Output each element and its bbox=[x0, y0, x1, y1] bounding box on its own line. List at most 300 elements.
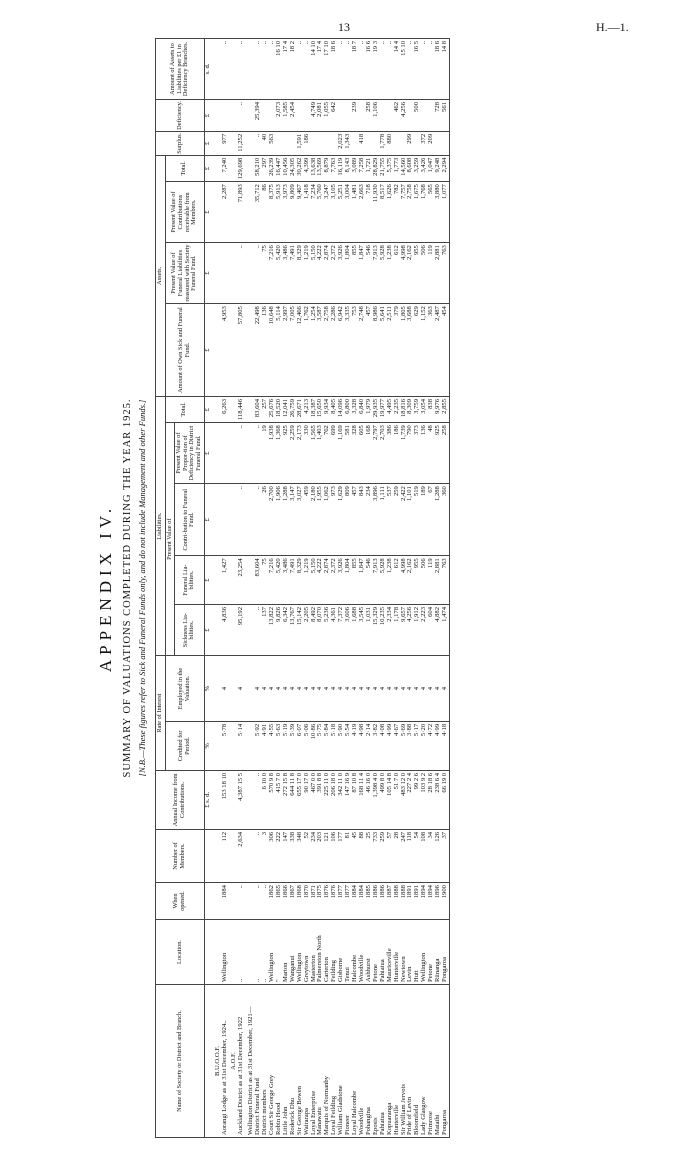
cell-name: Auckland District as at 31st December, 1922 bbox=[238, 985, 245, 1138]
cell-re: 4 bbox=[317, 656, 324, 722]
cell-sur: 209 bbox=[428, 131, 435, 155]
cell-rc: 4·55 bbox=[269, 721, 276, 770]
cell-location: Ashhurst bbox=[366, 920, 373, 985]
cell-re: 4 bbox=[421, 656, 428, 722]
cell-rc: 4·67 bbox=[394, 721, 401, 770]
cell-own: 454 bbox=[442, 304, 449, 397]
cell-rc: 4·99 bbox=[435, 721, 442, 770]
cell-pp: .. bbox=[380, 39, 387, 100]
cell-sur bbox=[311, 131, 318, 155]
cell-ta: 3,259 bbox=[414, 155, 421, 181]
cell-def: 239 bbox=[352, 100, 359, 132]
cell-ta: 16,119 bbox=[338, 155, 345, 181]
cell-location: Hunterville bbox=[394, 920, 401, 985]
cell-members: 177 bbox=[338, 829, 345, 882]
cell-pp: .. bbox=[338, 39, 345, 100]
cell-sick: 2,205 bbox=[304, 604, 311, 655]
cell-location: Marton bbox=[283, 920, 290, 985]
cell-name: District Funeral Fund bbox=[255, 985, 262, 1138]
rotated-table-page bbox=[90, 28, 700, 1148]
cell-opened: 1866 bbox=[283, 883, 290, 920]
cell-sick: 13,767 bbox=[290, 604, 297, 655]
cell-def: 2,073 bbox=[276, 100, 283, 132]
unit-pound: £ bbox=[204, 155, 211, 181]
cell-con: 1,062 bbox=[324, 484, 331, 556]
cell-income: 105 14 8 bbox=[387, 770, 394, 829]
cell-pp: 18 6 bbox=[435, 39, 442, 100]
cell-own: 1,762 bbox=[304, 304, 311, 397]
cell-ta: 297 bbox=[262, 155, 269, 181]
cell-re: 4 bbox=[222, 656, 229, 722]
cell-name: Robin Hood bbox=[276, 985, 283, 1138]
cell-fun: 546 bbox=[366, 556, 373, 605]
cell-dpv: 168 bbox=[366, 423, 373, 484]
cell-re: 4 bbox=[331, 656, 338, 722]
cell-fr bbox=[222, 243, 229, 304]
cell-fr: 1,847 bbox=[359, 243, 366, 304]
cell-pvc: 782 bbox=[394, 182, 401, 243]
cell-rc: 4·18 bbox=[442, 721, 449, 770]
cell-def bbox=[338, 100, 345, 132]
cell-location: Wellington bbox=[269, 920, 276, 985]
cell-def: 2,454 bbox=[290, 100, 297, 132]
cell-opened: .. bbox=[262, 883, 269, 920]
cell-ta: 7,763 bbox=[331, 155, 338, 181]
cell-fr: 2,874 bbox=[324, 243, 331, 304]
cell-name: Manawatu bbox=[317, 985, 324, 1138]
unit-pound: £ bbox=[204, 604, 211, 655]
col-rate-group: Rate of Interest bbox=[156, 656, 166, 771]
cell-pvc: 5,251 bbox=[338, 182, 345, 243]
cell-location: Mauriceville bbox=[387, 920, 394, 985]
cell-name: Loyal Enterprise bbox=[311, 985, 318, 1138]
unit-sd: s. d. bbox=[204, 39, 211, 100]
cell-pp: .. bbox=[421, 39, 428, 100]
cell-tl: 6,800 bbox=[345, 396, 352, 422]
cell-opened: .. bbox=[255, 883, 262, 920]
cell-rc: 5·20 bbox=[421, 721, 428, 770]
cell-income: 644 11 8 bbox=[290, 770, 297, 829]
cell-def: 728 bbox=[435, 100, 442, 132]
group-heading: A.O.F. bbox=[228, 985, 238, 1138]
cell-own: 10,648 bbox=[269, 304, 276, 397]
col-members: Number of Members. bbox=[156, 829, 205, 882]
cell-sick: 15,329 bbox=[373, 604, 380, 655]
cell-rc: 10·86 bbox=[311, 721, 318, 770]
cell-pvc: 5,760 bbox=[317, 182, 324, 243]
cell-fun: 955 bbox=[414, 556, 421, 605]
cell-con: 2,180 bbox=[311, 484, 318, 556]
col-per-pound: Amount of Assets to Liabilities per £1 in Deficiency Branches. bbox=[156, 39, 205, 100]
cell-con bbox=[222, 484, 229, 556]
cell-rc: 5·69 bbox=[401, 721, 408, 770]
col-funeral-liabilities: Funeral Lia-bilities. bbox=[175, 556, 204, 605]
cell-own: 5,641 bbox=[380, 304, 387, 397]
cell-con: 1,288 bbox=[435, 484, 442, 556]
cell-fun: 1,804 bbox=[345, 556, 352, 605]
cell-members: 121 bbox=[324, 829, 331, 882]
cell-def: 4,749 bbox=[311, 100, 318, 132]
cell-re: 4 bbox=[387, 656, 394, 722]
cell-pp: 16 10 bbox=[276, 39, 283, 100]
cell-fr: 763 bbox=[442, 243, 449, 304]
cell-rc: 5·54 bbox=[345, 721, 352, 770]
group-heading-row bbox=[228, 39, 238, 1138]
cell-opened: 1896 bbox=[435, 883, 442, 920]
cell-pp: .. bbox=[387, 39, 394, 100]
cell-def: .. bbox=[238, 100, 245, 132]
cell-own: 4,953 bbox=[222, 304, 229, 397]
cell-fun: 763 bbox=[442, 556, 449, 605]
cell-ta: 7,240 bbox=[222, 155, 229, 181]
cell-sur: 977 bbox=[222, 131, 229, 155]
cell-members: 259 bbox=[380, 829, 387, 882]
cell-members: 106 bbox=[331, 829, 338, 882]
cell-dpv: 2,797 bbox=[373, 423, 380, 484]
col-total-liabilities: Total. bbox=[165, 396, 204, 422]
cell-re: 4 bbox=[311, 656, 318, 722]
cell-tl: 6,263 bbox=[222, 396, 229, 422]
cell-ta: 3,089 bbox=[352, 155, 359, 181]
table-row bbox=[222, 39, 229, 1138]
group-heading-row bbox=[212, 39, 222, 1138]
cell-fun: 7,913 bbox=[373, 556, 380, 605]
cell-opened: 1888 bbox=[401, 883, 408, 920]
cell-sick: 10,235 bbox=[380, 604, 387, 655]
cell-sick: 1,031 bbox=[366, 604, 373, 655]
cell-pvc: 2,287 bbox=[222, 182, 229, 243]
cell-pvc: 1,418 bbox=[304, 182, 311, 243]
cell-name: Pohangina bbox=[366, 985, 373, 1138]
cell-location: Wellington bbox=[222, 920, 229, 985]
cell-tl: 1,979 bbox=[366, 396, 373, 422]
cell-fun: 2,372 bbox=[331, 556, 338, 605]
cell-name: Pride of Levin bbox=[407, 985, 414, 1138]
cell-dpv: 699 bbox=[331, 423, 338, 484]
cell-fun: 1,427 bbox=[222, 556, 229, 605]
cell-fr: 1,219 bbox=[304, 243, 311, 304]
cell-own: 2,487 bbox=[435, 304, 442, 397]
cell-rc: 5·63 bbox=[276, 721, 283, 770]
cell-sick: 8,492 bbox=[311, 604, 318, 655]
cell-tl: 3,328 bbox=[352, 396, 359, 422]
cell-fun: 3,486 bbox=[283, 556, 290, 605]
cell-pvc: 1,626 bbox=[387, 182, 394, 243]
cell-fr: 8,329 bbox=[297, 243, 304, 304]
cell-sur bbox=[276, 131, 283, 155]
cell-opened: 1875 bbox=[317, 883, 324, 920]
col-pv-contributions: Present Value of Contributions receivable from Members. bbox=[165, 182, 204, 243]
cell-ta: 9,248 bbox=[435, 155, 442, 181]
cell-tl: 8,405 bbox=[331, 396, 338, 422]
cell-pvc: 2,758 bbox=[407, 182, 414, 243]
cell-pvc: 7,234 bbox=[311, 182, 318, 243]
cell-sick: 604 bbox=[428, 604, 435, 655]
cell-fun: 1,238 bbox=[387, 556, 394, 605]
cell-ta: 7,258 bbox=[359, 155, 366, 181]
cell-fun: 4,222 bbox=[317, 556, 324, 605]
cell-sur: 11,252 bbox=[238, 131, 245, 155]
cell-dpv: 2,173 bbox=[297, 423, 304, 484]
cell-def bbox=[380, 100, 387, 132]
cell-own: 753 bbox=[352, 304, 359, 397]
cell-own: 2,758 bbox=[324, 304, 331, 397]
col-rate-credited: Credited for Period. bbox=[165, 721, 204, 770]
cell-pvc: 8,517 bbox=[380, 182, 387, 243]
cell-tl: 12,041 bbox=[283, 396, 290, 422]
cell-rc: 6·07 bbox=[297, 721, 304, 770]
unit-pound: £ bbox=[204, 131, 211, 155]
cell-members: 222 bbox=[276, 829, 283, 882]
cell-tl: 18,520 bbox=[276, 396, 283, 422]
cell-income: 342 11 0 bbox=[338, 770, 345, 829]
cell-fr: 5,150 bbox=[311, 243, 318, 304]
cell-con: 1,111 bbox=[380, 484, 387, 556]
cell-location: Feilding bbox=[331, 920, 338, 985]
cell-sur bbox=[283, 131, 290, 155]
col-deficiency: Deficiency. bbox=[156, 100, 205, 132]
cell-ta: 1,721 bbox=[366, 155, 373, 181]
cell-ta: 3,426 bbox=[421, 155, 428, 181]
cell-income: 1,398 4 0 bbox=[373, 770, 380, 829]
units-row bbox=[204, 39, 211, 1138]
cell-opened: 1887 bbox=[387, 883, 394, 920]
col-liabilities: Liabilities. bbox=[156, 396, 166, 655]
cell-rc: 5·18 bbox=[331, 721, 338, 770]
cell-con: 360 bbox=[442, 484, 449, 556]
cell-opened: 1884 bbox=[352, 883, 359, 920]
cell-re: 4 bbox=[407, 656, 414, 722]
cell-def: 500 bbox=[414, 100, 421, 132]
cell-pp: 17 4 bbox=[317, 39, 324, 100]
cell-ta: 14,560 bbox=[401, 155, 408, 181]
cell-rc: 3·88 bbox=[407, 721, 414, 770]
cell-members: 54 bbox=[414, 829, 421, 882]
cell-ta: 16,447 bbox=[276, 155, 283, 181]
cell-def: 561 bbox=[442, 100, 449, 132]
cell-name: Pahiatua bbox=[380, 985, 387, 1138]
cell-dpv: 925 bbox=[435, 423, 442, 484]
cell-pp: 14 10 bbox=[311, 39, 318, 100]
cell-fun: 83,604 bbox=[255, 556, 262, 605]
cell-sick: 8,070 bbox=[317, 604, 324, 655]
cell-def bbox=[222, 100, 229, 132]
cell-own: 2,511 bbox=[387, 304, 394, 397]
cell-re: 4 bbox=[373, 656, 380, 722]
cell-re: 4 bbox=[442, 656, 449, 722]
cell-opened: 1870 bbox=[304, 883, 311, 920]
cell-location: Halcombe bbox=[352, 920, 359, 985]
cell-dpv: 581 bbox=[345, 423, 352, 484]
cell-location: Greytown bbox=[304, 920, 311, 985]
cell-pp: 14 4 bbox=[394, 39, 401, 100]
cell-sur: 563 bbox=[269, 131, 276, 155]
cell-rc: 5·75 bbox=[317, 721, 324, 770]
cell-pp: .. bbox=[262, 39, 269, 100]
unit-pound: £ bbox=[204, 100, 211, 132]
cell-pp: 14 8 bbox=[442, 39, 449, 100]
cell-name: Loyal Feilding bbox=[331, 985, 338, 1138]
cell-con: 973 bbox=[331, 484, 338, 556]
cell-opened: 1884 bbox=[359, 883, 366, 920]
cell-opened: 1876 bbox=[324, 883, 331, 920]
cell-sur: 1,591 bbox=[297, 131, 304, 155]
cell-fun: 506 bbox=[421, 556, 428, 605]
cell-own: 136 bbox=[262, 304, 269, 397]
unit-percent: % bbox=[204, 721, 211, 770]
cell-pvc: 7,757 bbox=[401, 182, 408, 243]
cell-name: Wairarapa bbox=[304, 985, 311, 1138]
cell-members: 57 bbox=[387, 829, 394, 882]
col-total-assets: Total. bbox=[165, 155, 204, 181]
cell-members: 34 bbox=[428, 829, 435, 882]
cell-rc: 2·14 bbox=[366, 721, 373, 770]
cell-rc: 4·08 bbox=[380, 721, 387, 770]
cell-sick: 3,606 bbox=[345, 604, 352, 655]
cell-ta: 28,829 bbox=[373, 155, 380, 181]
cell-rc: 5·19 bbox=[283, 721, 290, 770]
cell-income: 99 2 6 bbox=[414, 770, 421, 829]
cell-name: William Gladstone bbox=[338, 985, 345, 1138]
cell-members: 234 bbox=[311, 829, 318, 882]
cell-sick: 13,822 bbox=[269, 604, 276, 655]
cell-con: 519 bbox=[414, 484, 421, 556]
cell-income: 153 18 10 bbox=[222, 770, 229, 829]
cell-sick: 9,657 bbox=[401, 604, 408, 655]
cell-sur bbox=[324, 131, 331, 155]
cell-members: 733 bbox=[373, 829, 380, 882]
cell-dpv: 2,703 bbox=[380, 423, 387, 484]
cell-sick: 2,334 bbox=[387, 604, 394, 655]
cell-ta: 4,399 bbox=[304, 155, 311, 181]
cell-sur: 418 bbox=[359, 131, 366, 155]
valuations-table bbox=[155, 38, 450, 1138]
unit-pound: £ bbox=[204, 556, 211, 605]
cell-members: 25 bbox=[366, 829, 373, 882]
cell-name: Pioneer bbox=[345, 985, 352, 1138]
cell-fun: 2,881 bbox=[435, 556, 442, 605]
cell-name: Aorangi Lodge as at 31st December, 1924.. bbox=[222, 985, 229, 1138]
cell-sur: 1,343 bbox=[345, 131, 352, 155]
cell-tl: 2,235 bbox=[394, 396, 401, 422]
cell-location: Masterton bbox=[311, 920, 318, 985]
cell-fr: 3,486 bbox=[283, 243, 290, 304]
cell-dpv: 762 bbox=[324, 423, 331, 484]
cell-tl: 18,387 bbox=[311, 396, 318, 422]
cell-dpv: 48 bbox=[428, 423, 435, 484]
cell-fr: 119 bbox=[428, 243, 435, 304]
cell-tl: 6,840 bbox=[359, 396, 366, 422]
cell-pp: .. bbox=[269, 39, 276, 100]
cell-pvc: 11,930 bbox=[373, 182, 380, 243]
cell-dpv bbox=[222, 423, 229, 484]
cell-members: 247 bbox=[401, 829, 408, 882]
cell-re: 4 bbox=[290, 656, 297, 722]
cell-fr: 2,372 bbox=[331, 243, 338, 304]
cell-ta: 13,569 bbox=[317, 155, 324, 181]
cell-fun: 7,491 bbox=[290, 556, 297, 605]
cell-opened: 1891 bbox=[407, 883, 414, 920]
cell-sur bbox=[317, 131, 324, 155]
cell-re: 4 bbox=[297, 656, 304, 722]
cell-pvc: 5,913 bbox=[276, 182, 283, 243]
cell-members: 108 bbox=[421, 829, 428, 882]
cell-sur: 186 bbox=[304, 131, 311, 155]
group-heading: B.U.O.O.F. bbox=[212, 985, 222, 1138]
cell-re: 4 bbox=[255, 656, 262, 722]
unit-pound: £ bbox=[204, 396, 211, 422]
cell-fun: 5,150 bbox=[311, 556, 318, 605]
cell-location: Newtown bbox=[401, 920, 408, 985]
cell-name: Lady Glasgow bbox=[421, 985, 428, 1138]
cell-pp: .. bbox=[304, 39, 311, 100]
cell-fr: 612 bbox=[394, 243, 401, 304]
cell-fun: 5,928 bbox=[380, 556, 387, 605]
cell-pp: .. bbox=[345, 39, 352, 100]
cell-members: 3 bbox=[262, 829, 269, 882]
cell-name: Little John bbox=[283, 985, 290, 1138]
cell-sick: 1,474 bbox=[442, 604, 449, 655]
cell-dpv: 1,739 bbox=[401, 423, 408, 484]
cell-sick: 1,912 bbox=[414, 604, 421, 655]
cell-pp: 16 5 bbox=[414, 39, 421, 100]
cell-pvc: 9,809 bbox=[290, 182, 297, 243]
cell-sick: 9,826 bbox=[276, 604, 283, 655]
cell-members: 118 bbox=[407, 829, 414, 882]
cell-sick: .. bbox=[255, 604, 262, 655]
cell-tl: 26,759 bbox=[290, 396, 297, 422]
cell-fr: 506 bbox=[421, 243, 428, 304]
cell-def: 1,106 bbox=[373, 100, 380, 132]
col-rate-employed: Employed in the Valuation. bbox=[165, 656, 204, 722]
cell-ta: 10,456 bbox=[283, 155, 290, 181]
cell-fun: 855 bbox=[352, 556, 359, 605]
cell-location: Pahiatua bbox=[380, 920, 387, 985]
cell-pvc: 3,973 bbox=[283, 182, 290, 243]
cell-members: 81 bbox=[345, 829, 352, 882]
cell-opened: 1894 bbox=[428, 883, 435, 920]
cell-re: 4 bbox=[359, 656, 366, 722]
cell-own: 12,466 bbox=[297, 304, 304, 397]
cell-location: Petone bbox=[373, 920, 380, 985]
cell-dpv: 186 bbox=[394, 423, 401, 484]
cell-own: 1,254 bbox=[311, 304, 318, 397]
cell-location: Wellington bbox=[297, 920, 304, 985]
cell-name: Eposis bbox=[373, 985, 380, 1138]
cell-tl: 18,816 bbox=[401, 396, 408, 422]
cell-con: 1,288 bbox=[283, 484, 290, 556]
cell-fr: 7,216 bbox=[269, 243, 276, 304]
cell-location: Hutt bbox=[414, 920, 421, 985]
cell-income: 51 7 0 bbox=[394, 770, 401, 829]
cell-re: 4 bbox=[283, 656, 290, 722]
cell-con: 457 bbox=[352, 484, 359, 556]
cell-dpv: 925 bbox=[283, 423, 290, 484]
cell-name: Bloomfield bbox=[414, 985, 421, 1138]
cell-fr: 855 bbox=[352, 243, 359, 304]
cell-sick: 95,192 bbox=[238, 604, 245, 655]
cell-fr: .. bbox=[255, 243, 262, 304]
appendix-title: APPENDIX IV. bbox=[96, 503, 115, 673]
cell-fr: 546 bbox=[366, 243, 373, 304]
cell-sur bbox=[366, 131, 373, 155]
cell-income: 206 18 0 bbox=[331, 770, 338, 829]
cell-fun: 3,926 bbox=[338, 556, 345, 605]
unit-pound: £ bbox=[204, 304, 211, 397]
cell-sick: 137 bbox=[262, 604, 269, 655]
cell-sick: 4,882 bbox=[435, 604, 442, 655]
cell-tl: 25,676 bbox=[269, 396, 276, 422]
